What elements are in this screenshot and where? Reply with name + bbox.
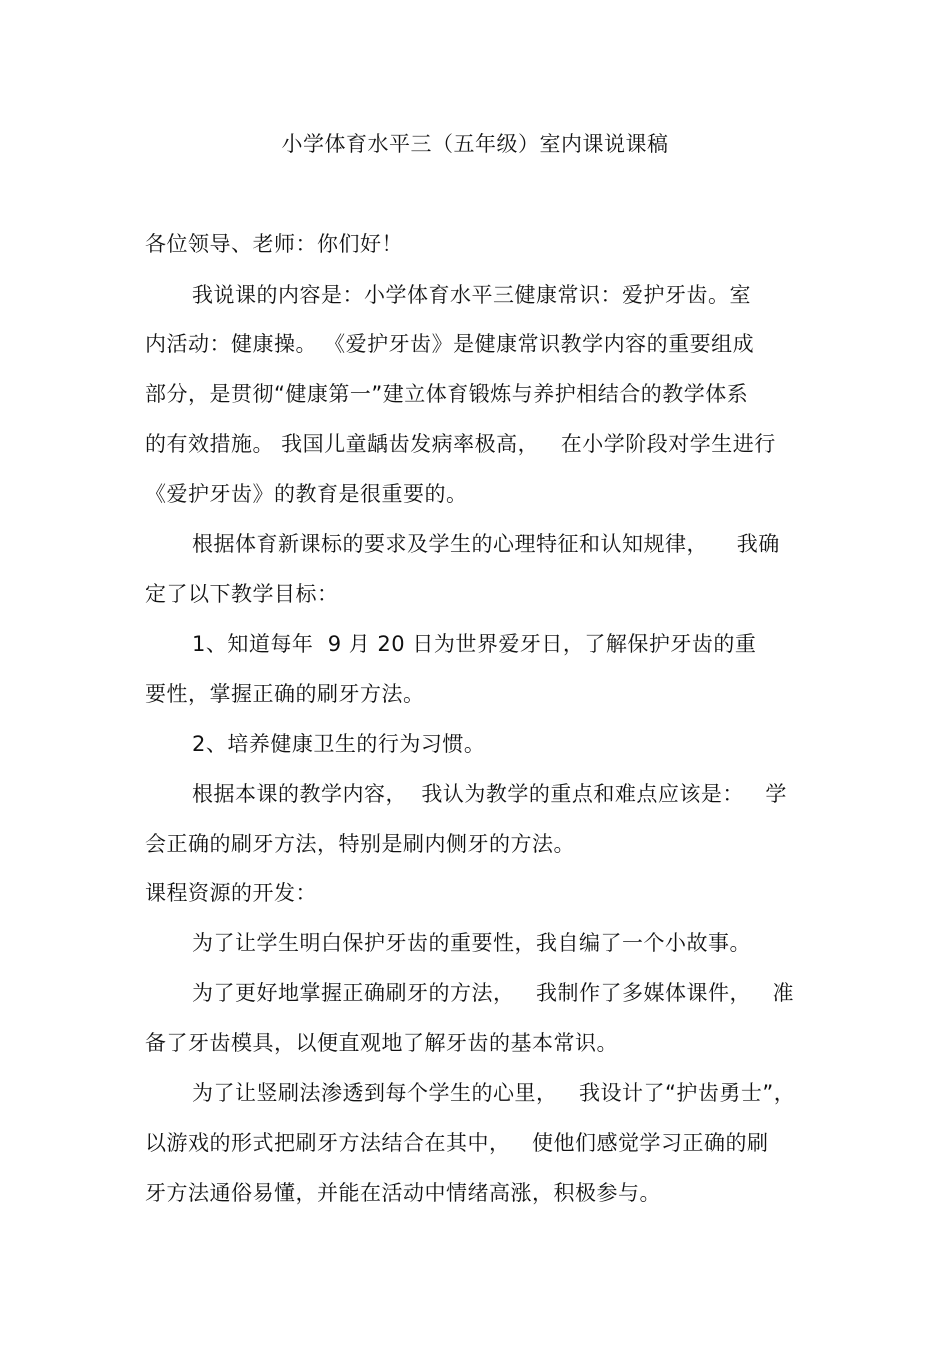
text-line-14: 课程资源的开发： [145, 881, 317, 905]
text-line-12: 根据本课的教学内容， 我认为教学的重点和难点应该是： 学 [192, 782, 787, 806]
text-line-13: 会正确的刷牙方法，特别是刷内侧牙的方法。 [145, 832, 575, 856]
text-line-18: 为了让竖刷法渗透到每个学生的心里， 我设计了“护齿勇士”， [192, 1081, 796, 1105]
text-line-9: 1、知道每年 9 月 20 日为世界爱牙日，了解保护牙齿的重 [192, 632, 757, 656]
text-line-2: 我说课的内容是：小学体育水平三健康常识：爱护牙齿。室 [192, 283, 751, 307]
text-line-4: 部分，是贯彻“健康第一”建立体育锻炼与养护相结合的教学体系 [145, 382, 749, 406]
text-line-6: 《爱护牙齿》的教育是很重要的。 [145, 482, 468, 506]
text-line-17: 备了牙齿模具，以便直观地了解牙齿的基本常识。 [145, 1031, 618, 1055]
text-line-3: 内活动：健康操。 《爱护牙齿》是健康常识教学内容的重要组成 [145, 332, 755, 356]
document-title: 小学体育水平三（五年级）室内课说课稿 [281, 132, 669, 156]
text-line-19: 以游戏的形式把刷牙方法结合在其中， 使他们感觉学习正确的刷 [145, 1131, 769, 1155]
text-line-7: 根据体育新课标的要求及学生的心理特征和认知规律， 我确 [192, 532, 780, 556]
text-line-5: 的有效措施。 我国儿童龋齿发病率极高， 在小学阶段对学生进行 [145, 432, 776, 456]
text-line-1: 各位领导、老师：你们好！ [145, 232, 403, 256]
text-line-16: 为了更好地掌握正确刷牙的方法， 我制作了多媒体课件， 准 [192, 981, 795, 1005]
text-line-20: 牙方法通俗易懂，并能在活动中情绪高涨，积极参与。 [145, 1181, 661, 1205]
text-line-15: 为了让学生明白保护牙齿的重要性，我自编了一个小故事。 [192, 931, 751, 955]
text-line-10: 要性，掌握正确的刷牙方法。 [145, 682, 425, 706]
text-line-11: 2、培养健康卫生的行为习惯。 [192, 732, 486, 756]
text-line-8: 定了以下教学目标： [145, 582, 339, 606]
